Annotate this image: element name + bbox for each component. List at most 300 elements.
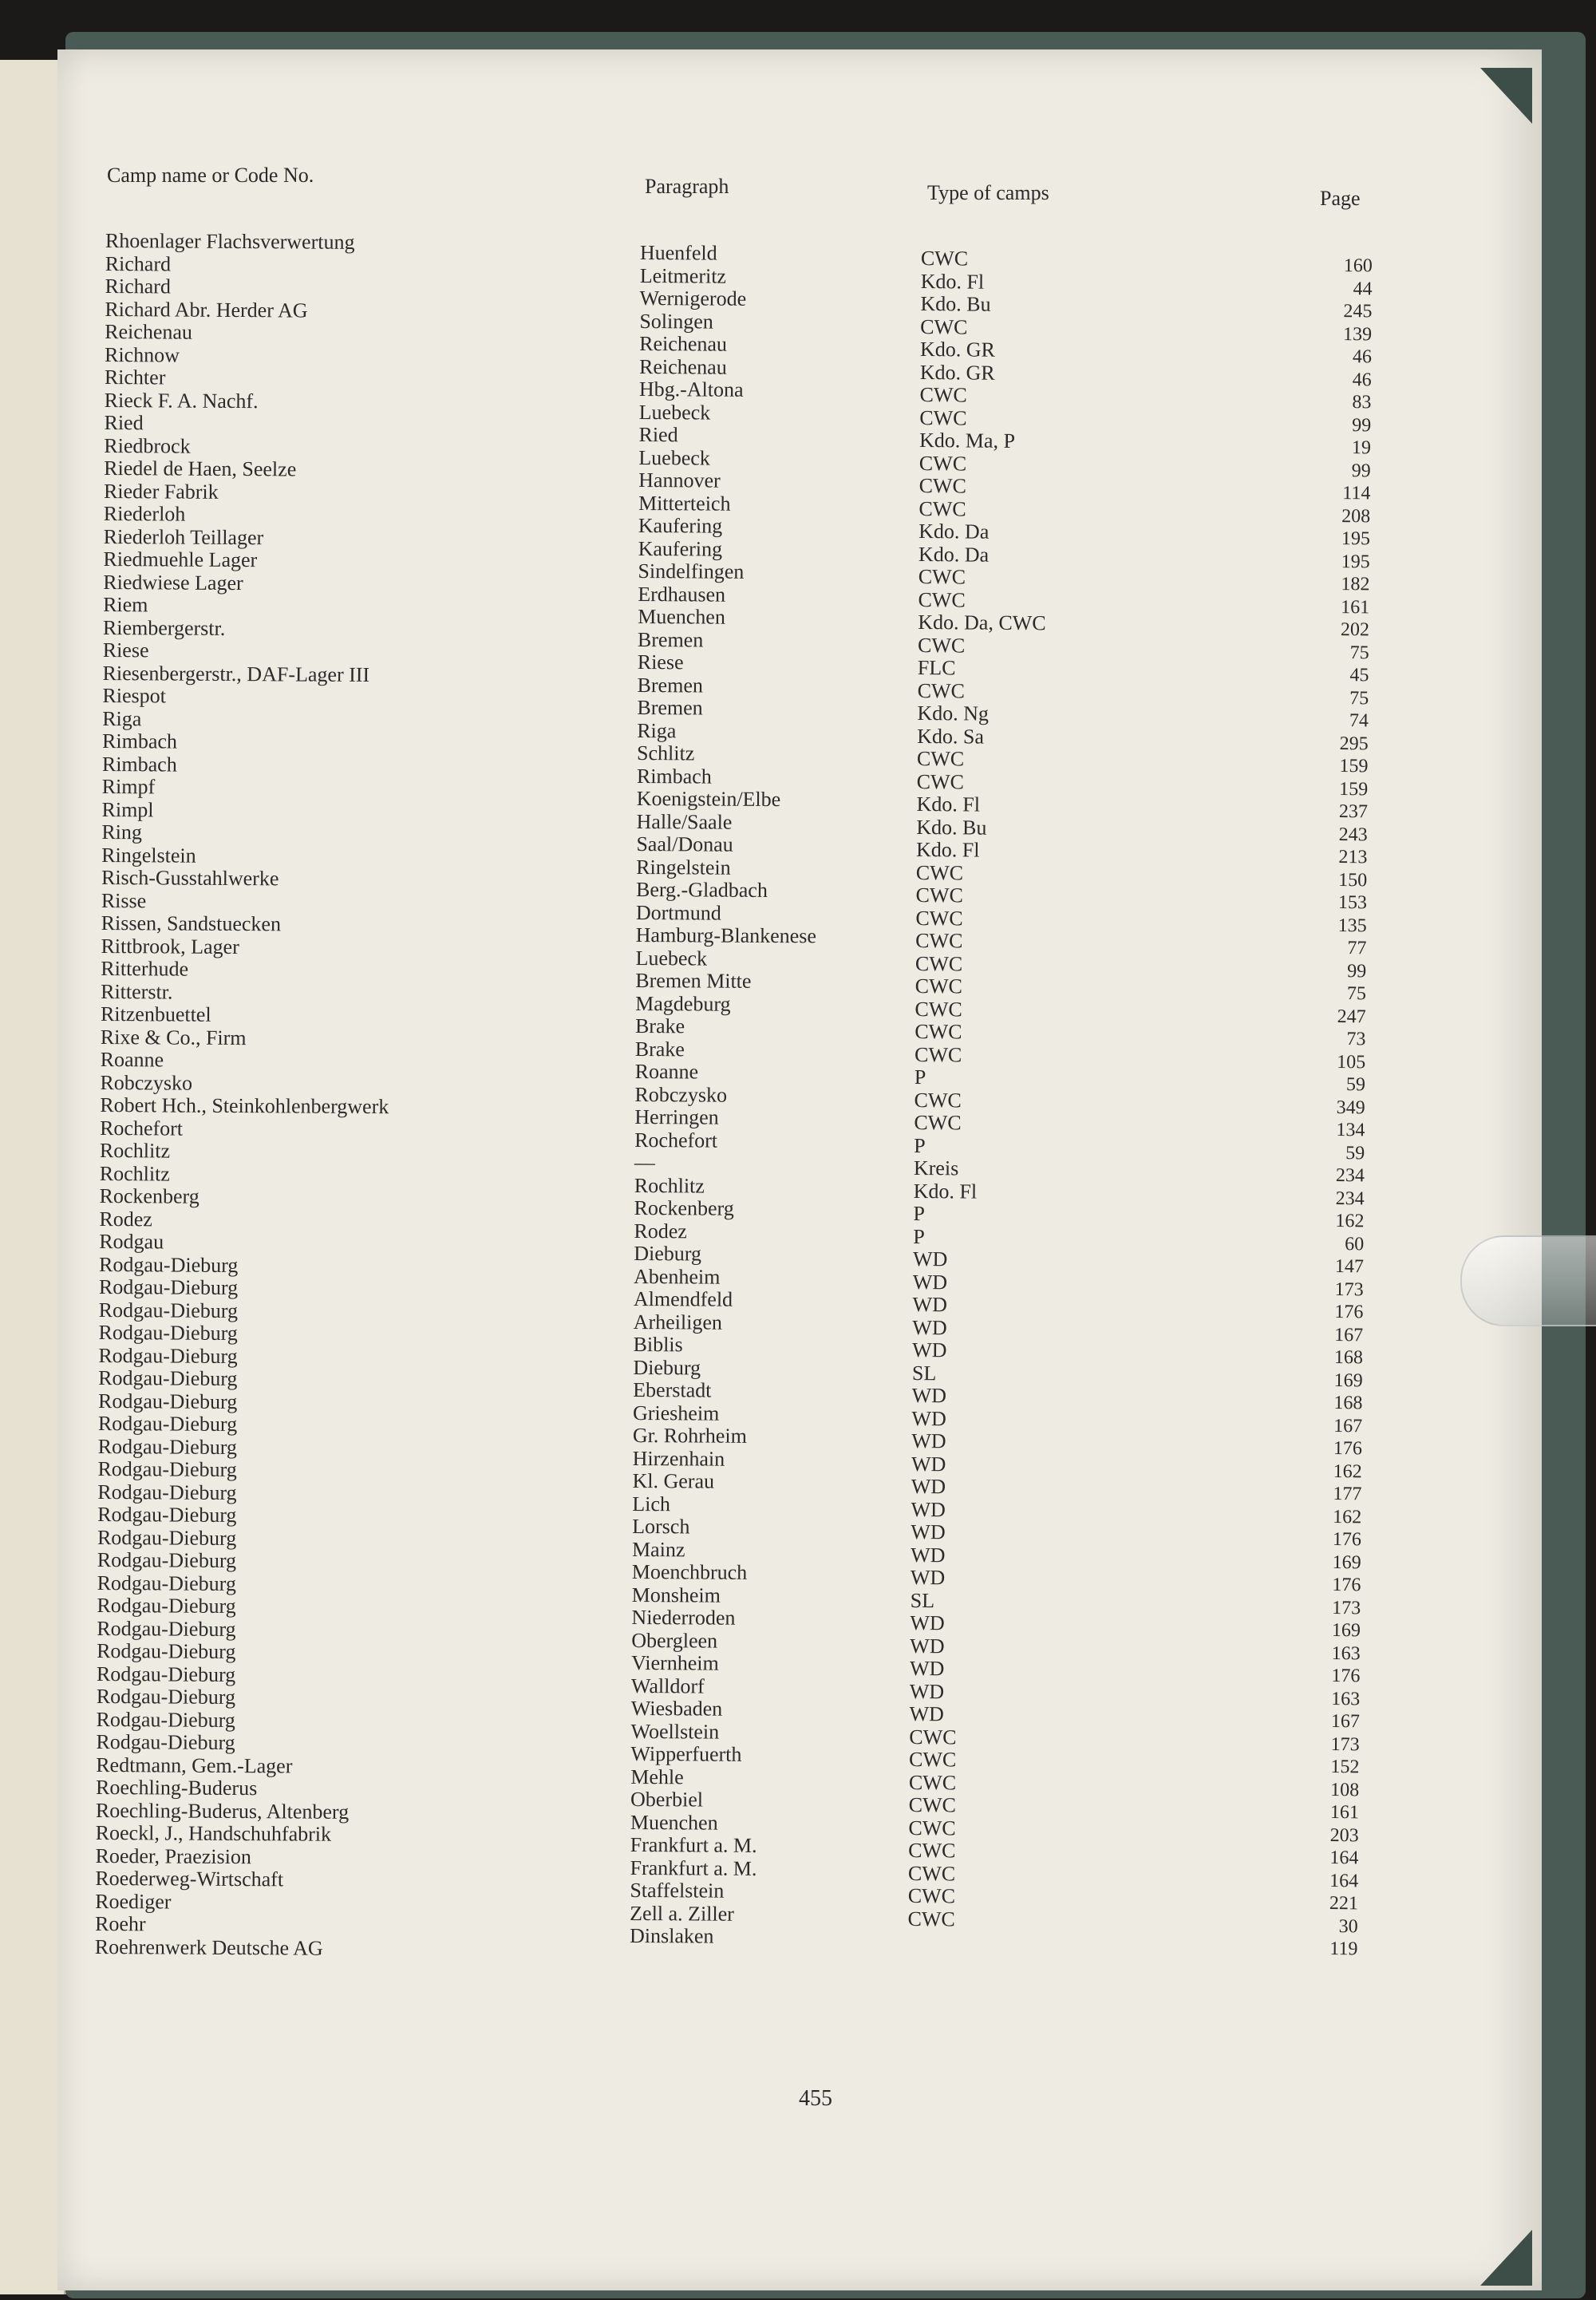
page-number: 455 bbox=[799, 2086, 832, 2111]
camp-type-cell: CWC bbox=[916, 769, 965, 793]
page-ref-cell: 176 bbox=[1334, 1302, 1364, 1323]
camp-name-cell: Roeder, Praezision bbox=[95, 1844, 251, 1868]
paragraph-cell: Bremen Mitte bbox=[635, 968, 752, 993]
page-ref-cell: 19 bbox=[1351, 437, 1371, 459]
paragraph-cell: Luebeck bbox=[638, 445, 710, 470]
header-type: Type of camps bbox=[927, 181, 1049, 204]
camp-name-cell: Riederloh bbox=[103, 501, 186, 526]
camp-name-cell: Rixe & Co., Firm bbox=[100, 1025, 247, 1049]
paragraph-cell: Ried bbox=[638, 422, 678, 447]
camp-type-cell: CWC bbox=[918, 587, 966, 611]
paragraph-cell: Rochefort bbox=[634, 1128, 718, 1152]
camp-type-cell: P bbox=[913, 1224, 925, 1248]
page-ref-cell: 45 bbox=[1349, 665, 1369, 686]
paragraph-cell: Frankfurt a. M. bbox=[630, 1855, 757, 1880]
camp-type-cell: CWC bbox=[918, 473, 967, 498]
camp-name-cell: Ried bbox=[104, 410, 144, 435]
camp-type-cell: WD bbox=[909, 1656, 945, 1681]
camp-type-cell: WD bbox=[912, 1338, 947, 1362]
paragraph-cell: Saal/Donau bbox=[636, 832, 733, 856]
page-ref-cell: 176 bbox=[1331, 1666, 1361, 1687]
camp-type-cell: CWC bbox=[915, 974, 963, 998]
camp-name-cell: Riespot bbox=[102, 683, 166, 708]
page-ref-cell: 234 bbox=[1335, 1188, 1365, 1209]
page-ref-cell: 234 bbox=[1335, 1165, 1365, 1187]
camp-type-cell: WD bbox=[909, 1679, 945, 1703]
camp-type-cell: WD bbox=[912, 1270, 948, 1294]
page-ref-cell: 176 bbox=[1333, 1438, 1363, 1460]
camp-type-cell: CWC bbox=[915, 997, 962, 1021]
paragraph-cell: Staffelstein bbox=[630, 1878, 725, 1903]
camp-name-cell: Robert Hch., Steinkohlenbergwerk bbox=[100, 1093, 389, 1119]
page-ref-cell: 99 bbox=[1352, 414, 1372, 436]
paragraph-cell: Mehle bbox=[630, 1765, 684, 1788]
page-ref-cell: 77 bbox=[1347, 938, 1367, 959]
cover-corner-bottom bbox=[1480, 2230, 1532, 2286]
page-ref-cell: 176 bbox=[1332, 1529, 1362, 1551]
paragraph-cell: Riese bbox=[637, 650, 684, 674]
page-ref-cell: 46 bbox=[1352, 369, 1372, 390]
camp-type-cell: P bbox=[914, 1065, 926, 1089]
camp-name-cell: Riedwiese Lager bbox=[103, 570, 243, 595]
page-ref-cell: 161 bbox=[1341, 596, 1370, 618]
camp-type-cell: SL bbox=[910, 1588, 935, 1612]
camp-type-cell: Kdo. Bu bbox=[920, 291, 991, 316]
camp-name-cell: Rodgau bbox=[99, 1229, 164, 1254]
paragraph-cell: Hannover bbox=[638, 468, 721, 492]
camp-name-cell: Roediger bbox=[95, 1889, 172, 1914]
paragraph-cell: Griesheim bbox=[632, 1401, 720, 1425]
camp-name-cell: Rodgau-Dieburg bbox=[98, 1274, 239, 1300]
paragraph-cell: Monsheim bbox=[631, 1583, 721, 1607]
camp-name-cell: Roanne bbox=[100, 1047, 164, 1072]
page-ref-cell: 160 bbox=[1343, 255, 1373, 277]
camp-type-cell: WD bbox=[911, 1452, 946, 1476]
camp-name-cell: Rodez bbox=[99, 1207, 152, 1231]
camp-name-cell: Risch-Gusstahlwerke bbox=[101, 865, 279, 891]
paragraph-cell: Eberstadt bbox=[633, 1377, 712, 1402]
camp-type-cell: CWC bbox=[908, 1816, 956, 1840]
paragraph-cell: Sindelfingen bbox=[638, 559, 745, 583]
camp-type-cell: WD bbox=[911, 1383, 947, 1408]
camp-name-cell: Roehr bbox=[94, 1911, 146, 1936]
camp-name-cell: Rodgau-Dieburg bbox=[97, 1525, 237, 1550]
camp-type-cell: Kreis bbox=[913, 1156, 959, 1180]
camp-type-cell: CWC bbox=[909, 1725, 957, 1749]
camp-name-cell: Ring bbox=[101, 820, 143, 844]
camp-type-cell: Kdo. GR bbox=[919, 360, 995, 385]
paragraph-cell: Dieburg bbox=[633, 1355, 701, 1379]
paragraph-cell: Lorsch bbox=[632, 1514, 690, 1539]
camp-name-cell: Rimbach bbox=[101, 752, 177, 777]
page-ref-cell: 177 bbox=[1333, 1484, 1362, 1505]
camp-type-cell: CWC bbox=[914, 1088, 962, 1112]
camp-type-cell: P bbox=[914, 1133, 926, 1157]
camp-name-cell: Rodgau-Dieburg bbox=[97, 1638, 236, 1664]
paragraph-cell: Hamburg-Blankenese bbox=[635, 923, 817, 948]
camp-type-cell: FLC bbox=[917, 655, 956, 680]
page-ref-cell: 208 bbox=[1341, 505, 1371, 527]
camp-name-cell: Roederweg-Wirtschaft bbox=[95, 1866, 284, 1891]
camp-name-cell: Rodgau-Dieburg bbox=[97, 1593, 236, 1618]
page-ref-cell: 349 bbox=[1336, 1097, 1365, 1118]
paragraph-cell: Schlitz bbox=[636, 741, 695, 765]
page-ref-cell: 163 bbox=[1331, 1688, 1361, 1709]
paragraph-cell: Luebeck bbox=[638, 400, 711, 425]
page-ref-cell: 159 bbox=[1339, 756, 1369, 777]
camp-name-cell: Rittbrook, Lager bbox=[101, 934, 239, 958]
page-ref-cell: 247 bbox=[1337, 1006, 1366, 1027]
camp-name-cell: Rimbach bbox=[101, 729, 178, 753]
camp-name-cell: Rodgau-Dieburg bbox=[96, 1662, 236, 1686]
page-ref-cell: 202 bbox=[1340, 619, 1370, 641]
camp-name-cell: Riga bbox=[102, 706, 142, 730]
page-ref-cell: 195 bbox=[1341, 528, 1371, 550]
page-ref-cell: 134 bbox=[1336, 1120, 1365, 1141]
camp-name-cell: Rodgau-Dieburg bbox=[98, 1252, 239, 1277]
page-ref-cell: 295 bbox=[1339, 733, 1369, 754]
camp-type-cell: SL bbox=[911, 1361, 937, 1385]
paragraph-cell: Herringen bbox=[634, 1105, 719, 1129]
camp-type-cell: Kdo. GR bbox=[919, 337, 996, 362]
camp-name-cell: Riedel de Haen, Seelze bbox=[104, 456, 297, 481]
page-ref-cell: 159 bbox=[1339, 778, 1369, 800]
camp-type-cell: Kdo. Da bbox=[918, 542, 990, 567]
paragraph-cell: Dinslaken bbox=[629, 1923, 714, 1948]
facing-page-edge bbox=[0, 60, 66, 2294]
camp-name-cell: Rodgau-Dieburg bbox=[96, 1729, 235, 1755]
camp-type-cell: Kdo. Fl bbox=[920, 269, 985, 294]
page-ref-cell: 153 bbox=[1337, 892, 1368, 914]
page-ref-cell: 83 bbox=[1352, 392, 1372, 413]
camp-type-cell: WD bbox=[912, 1247, 948, 1271]
camp-name-cell: Riembergerstr. bbox=[102, 615, 226, 640]
camp-type-cell: WD bbox=[909, 1701, 945, 1726]
camp-name-cell: Rissen, Sandstuecken bbox=[101, 911, 282, 936]
page-ref-cell: 162 bbox=[1335, 1211, 1365, 1232]
camp-type-cell: WD bbox=[911, 1406, 946, 1430]
paragraph-cell: Muenchen bbox=[630, 1810, 718, 1835]
paragraph-column bbox=[630, 242, 820, 1949]
page-ref-cell: 99 bbox=[1347, 960, 1367, 982]
camp-name-cell: Roeckl, J., Handschuhfabrik bbox=[95, 1820, 332, 1846]
camp-name-cell: Rodgau-Dieburg bbox=[97, 1434, 238, 1459]
camp-type-cell: WD bbox=[911, 1543, 946, 1567]
page-ref-cell: 114 bbox=[1342, 483, 1371, 504]
paragraph-cell: Reichenau bbox=[639, 331, 728, 356]
camp-name-cell: Rodgau-Dieburg bbox=[96, 1684, 236, 1709]
camp-type-cell: CWC bbox=[909, 1747, 957, 1772]
camp-name-cell: Rodgau-Dieburg bbox=[98, 1343, 238, 1368]
page-ref-cell: 135 bbox=[1337, 915, 1367, 936]
paragraph-cell: Ringelstein bbox=[636, 855, 731, 879]
camp-type-cell: CWC bbox=[915, 951, 963, 975]
camp-name-cell: Roehrenwerk Deutsche AG bbox=[94, 1934, 323, 1960]
paragraph-cell: Muenchen bbox=[638, 604, 725, 629]
camp-type-cell: Kdo. Fl bbox=[916, 792, 981, 816]
camp-type-cell: CWC bbox=[920, 314, 968, 338]
camp-name-cell: Riem bbox=[103, 592, 148, 617]
camp-name-cell: Rieck F. A. Nachf. bbox=[104, 388, 259, 413]
page-ref-cell: 169 bbox=[1331, 1620, 1361, 1642]
camp-type-cell: WD bbox=[911, 1497, 946, 1521]
page-ref-cell: 164 bbox=[1329, 1870, 1359, 1891]
camp-type-cell: CWC bbox=[915, 906, 963, 930]
camp-name-cell: Ritzenbuettel bbox=[100, 1002, 211, 1026]
paragraph-cell: Rimbach bbox=[636, 764, 712, 788]
page-ref-cell: 75 bbox=[1349, 687, 1369, 709]
camp-name-cell: Rodgau-Dieburg bbox=[97, 1616, 236, 1641]
camp-name-cell: Rimpf bbox=[101, 774, 156, 799]
page-ref-cell: 162 bbox=[1333, 1460, 1362, 1482]
page-ref-cell: 108 bbox=[1330, 1779, 1360, 1800]
camp-type-cell: WD bbox=[912, 1315, 947, 1339]
camp-name-cell: Rodgau-Dieburg bbox=[98, 1320, 238, 1346]
camp-name-cell: Rochefort bbox=[100, 1116, 184, 1140]
paragraph-cell: Bremen bbox=[637, 627, 704, 651]
camp-type-cell: Kdo. Sa bbox=[917, 724, 985, 749]
camp-type-cell: CWC bbox=[907, 1861, 956, 1885]
paragraph-cell: Bremen bbox=[637, 673, 704, 697]
camp-name-cell: Rockenberg bbox=[99, 1184, 200, 1208]
camp-name-cell: Rhoenlager Flachsverwertung bbox=[105, 229, 355, 254]
camp-type-cell: CWC bbox=[914, 1042, 962, 1066]
page-ref-cell: 173 bbox=[1330, 1733, 1360, 1755]
camp-name-cell: Rodgau-Dieburg bbox=[97, 1502, 237, 1527]
camp-type-cell: CWC bbox=[915, 928, 963, 953]
paragraph-cell: Robczysko bbox=[634, 1082, 728, 1107]
camp-name-cell: Richard bbox=[105, 274, 171, 298]
page-ref-cell: 99 bbox=[1351, 460, 1371, 481]
camp-name-cell: Rodgau-Dieburg bbox=[97, 1411, 238, 1437]
paragraph-cell: Abenheim bbox=[633, 1264, 721, 1289]
paragraph-cell: Roanne bbox=[634, 1059, 699, 1084]
camp-type-cell: WD bbox=[911, 1429, 946, 1453]
paragraph-cell: Frankfurt a. M. bbox=[630, 1832, 757, 1857]
paragraph-cell: Gr. Rohrheim bbox=[632, 1423, 747, 1448]
page-ref-cell: 75 bbox=[1346, 983, 1367, 1005]
camp-name-cell: Richard bbox=[105, 251, 172, 276]
camp-name-cell: Rochlitz bbox=[99, 1138, 171, 1163]
camp-type-cell: Kdo. Ma, P bbox=[918, 428, 1016, 452]
paragraph-cell: Wiesbaden bbox=[630, 1696, 723, 1721]
camp-type-cell: CWC bbox=[918, 451, 967, 475]
page-ref-cell: 213 bbox=[1338, 847, 1368, 868]
camp-name-cell: Rodgau-Dieburg bbox=[97, 1480, 237, 1504]
page-ref-cell: 195 bbox=[1341, 551, 1370, 572]
paragraph-cell: Viernheim bbox=[631, 1650, 719, 1675]
page-ref-cell: 161 bbox=[1329, 1802, 1360, 1824]
page-ref-cell: 75 bbox=[1349, 642, 1369, 663]
page-ref-cell: 74 bbox=[1349, 710, 1369, 732]
header-camp-name: Camp name or Code No. bbox=[107, 164, 314, 187]
camp-name-cell: Ritterstr. bbox=[101, 979, 173, 1004]
paragraph-cell: Luebeck bbox=[635, 946, 708, 970]
camp-type-cell: P bbox=[913, 1201, 926, 1226]
camp-name-cell: Rochlitz bbox=[99, 1161, 170, 1186]
page-ref-cell: 245 bbox=[1343, 301, 1373, 322]
camp-type-cell: WD bbox=[910, 1565, 946, 1590]
paragraph-cell: Niederroden bbox=[631, 1605, 736, 1630]
camp-type-cell: CWC bbox=[908, 1770, 957, 1794]
camp-name-cell: Rodgau-Dieburg bbox=[97, 1456, 237, 1482]
camp-name-cell: Roechling-Buderus bbox=[95, 1775, 258, 1800]
camp-type-cell: Kdo. Bu bbox=[916, 815, 987, 840]
page-ref-cell: 119 bbox=[1329, 1938, 1358, 1960]
paragraph-cell: Wernigerode bbox=[639, 286, 747, 310]
paragraph-cell: Walldorf bbox=[630, 1674, 705, 1698]
camp-name-cell: Ritterhude bbox=[101, 956, 189, 981]
page-ref-cell: 59 bbox=[1345, 1074, 1366, 1096]
page-ref-cell: 169 bbox=[1333, 1369, 1363, 1391]
paragraph-cell: Woellstein bbox=[630, 1719, 720, 1744]
camp-name-cell: Riederloh Teillager bbox=[103, 524, 264, 549]
camp-name-cell: Rodgau-Dieburg bbox=[97, 1571, 237, 1595]
camp-type-cell: CWC bbox=[919, 405, 967, 429]
page-ref-cell: 173 bbox=[1332, 1597, 1361, 1618]
camp-name-cell: Rodgau-Dieburg bbox=[98, 1298, 239, 1322]
paragraph-cell: — bbox=[634, 1150, 656, 1175]
page-ref-cell: 169 bbox=[1332, 1551, 1361, 1573]
paragraph-cell: Kl. Gerau bbox=[632, 1468, 715, 1493]
page-ref-cell: 73 bbox=[1346, 1029, 1366, 1050]
camp-name-cell: Risse bbox=[101, 888, 147, 912]
paragraph-cell: Bremen bbox=[637, 695, 703, 720]
page-ref-cell: 167 bbox=[1330, 1711, 1361, 1733]
camp-type-cell: WD bbox=[911, 1474, 946, 1499]
paragraph-cell: Rockenberg bbox=[634, 1195, 734, 1220]
camp-type-cell: CWC bbox=[917, 633, 966, 657]
paragraph-cell: Berg.-Gladbach bbox=[635, 877, 768, 902]
paragraph-cell: Almendfeld bbox=[633, 1286, 733, 1311]
camp-type-cell: CWC bbox=[915, 860, 964, 884]
camp-type-cell: CWC bbox=[920, 247, 969, 271]
page-ref-cell: 182 bbox=[1341, 574, 1370, 595]
camp-type-cell: CWC bbox=[907, 1907, 955, 1930]
header-paragraph: Paragraph bbox=[645, 175, 729, 198]
paragraph-cell: Brake bbox=[634, 1037, 685, 1061]
camp-name-cell: Riesenbergerstr., DAF-Lager III bbox=[102, 661, 370, 686]
paragraph-cell: Brake bbox=[634, 1014, 685, 1038]
header-page: Page bbox=[1320, 187, 1361, 210]
page-ref-cell: 163 bbox=[1331, 1642, 1361, 1664]
camp-type-cell: Kdo. Da, CWC bbox=[918, 610, 1046, 635]
paragraph-cell: Magdeburg bbox=[635, 991, 731, 1016]
camp-name-cell: Richter bbox=[104, 365, 166, 389]
type-column bbox=[907, 247, 1049, 1931]
paragraph-cell: Hirzenhain bbox=[632, 1446, 725, 1471]
camp-name-cell: Riedbrock bbox=[104, 433, 191, 458]
page-ref-cell: 221 bbox=[1329, 1893, 1359, 1915]
page-clip bbox=[1460, 1235, 1596, 1326]
paragraph-cell: Mainz bbox=[631, 1537, 685, 1561]
camp-type-cell: Kdo. Da bbox=[918, 519, 990, 543]
page-ref-cell: 237 bbox=[1338, 801, 1369, 823]
camp-name-cell: Rimpl bbox=[101, 797, 154, 821]
page-ref-cell: 167 bbox=[1333, 1415, 1363, 1437]
page-ref-cell: 162 bbox=[1333, 1506, 1362, 1527]
paragraph-cell: Obergleen bbox=[631, 1628, 718, 1653]
paragraph-cell: Leitmeritz bbox=[639, 263, 727, 288]
page-ref-cell: 139 bbox=[1343, 323, 1373, 345]
camp-type-cell: CWC bbox=[916, 746, 965, 771]
paragraph-cell: Solingen bbox=[639, 309, 713, 334]
page-ref-cell: 105 bbox=[1337, 1051, 1366, 1073]
paragraph-cell: Koenigstein/Elbe bbox=[636, 786, 781, 812]
camp-type-cell: WD bbox=[910, 1634, 945, 1658]
camp-type-cell: CWC bbox=[915, 883, 963, 907]
paragraph-cell: Arheiligen bbox=[633, 1310, 723, 1334]
paragraph-cell: Oberbiel bbox=[630, 1787, 704, 1812]
camp-type-cell: CWC bbox=[907, 1883, 956, 1908]
paragraph-cell: Riga bbox=[637, 718, 677, 742]
camp-name-cell: Rodgau-Dieburg bbox=[97, 1547, 237, 1573]
paragraph-cell: Dortmund bbox=[635, 900, 721, 925]
camp-type-cell: CWC bbox=[919, 382, 967, 407]
paragraph-cell: Moenchbruch bbox=[631, 1559, 748, 1584]
paragraph-cell: Hbg.-Altona bbox=[638, 377, 744, 401]
paragraph-cell: Kaufering bbox=[638, 536, 723, 561]
camp-name-cell: Richard Abr. Herder AG bbox=[105, 297, 308, 322]
page-ref-cell: 30 bbox=[1338, 1915, 1358, 1937]
page-ref-cell: 173 bbox=[1334, 1278, 1364, 1300]
camp-name-cell: Ringelstein bbox=[101, 843, 196, 867]
camp-type-cell: CWC bbox=[915, 1019, 962, 1044]
page-column bbox=[1230, 254, 1373, 1961]
page-ref-cell: 44 bbox=[1353, 278, 1373, 299]
camp-name-cell: Rodgau-Dieburg bbox=[97, 1389, 238, 1413]
camp-name-cell: Rieder Fabrik bbox=[103, 479, 219, 504]
camp-type-cell: CWC bbox=[908, 1838, 956, 1863]
page-ref-cell: 168 bbox=[1333, 1393, 1363, 1414]
camp-type-cell: Kdo. Fl bbox=[913, 1179, 978, 1203]
camp-type-cell: WD bbox=[910, 1610, 945, 1635]
page-ref-cell: 152 bbox=[1330, 1757, 1360, 1778]
paragraph-cell: Biblis bbox=[633, 1332, 683, 1357]
camp-type-cell: Kdo. Fl bbox=[915, 837, 980, 862]
paragraph-cell: Wipperfuerth bbox=[630, 1741, 742, 1766]
camp-name-cell: Rodgau-Dieburg bbox=[98, 1365, 238, 1391]
camp-type-cell: WD bbox=[911, 1520, 946, 1544]
page-ref-cell: 176 bbox=[1332, 1575, 1361, 1596]
page-ref-cell: 147 bbox=[1334, 1256, 1365, 1278]
page-ref-cell: 46 bbox=[1352, 346, 1372, 368]
page-ref-cell: 203 bbox=[1329, 1824, 1359, 1846]
camp-name-cell: Richnow bbox=[104, 342, 180, 367]
cover-corner-top bbox=[1480, 68, 1532, 124]
paragraph-cell: Dieburg bbox=[634, 1241, 702, 1266]
camp-name-cell: Redtmann, Gem.-Lager bbox=[96, 1753, 293, 1777]
paragraph-cell: Rodez bbox=[634, 1219, 687, 1243]
camp-type-cell: CWC bbox=[918, 496, 966, 520]
paragraph-cell: Erdhausen bbox=[638, 582, 726, 607]
paragraph-cell: Halle/Saale bbox=[636, 809, 733, 834]
paragraph-cell: Reichenau bbox=[638, 354, 727, 379]
paragraph-cell: Lich bbox=[632, 1492, 671, 1516]
camp-type-cell: CWC bbox=[914, 1110, 962, 1135]
camp-name-cell: Robczysko bbox=[100, 1070, 193, 1095]
paragraph-cell: Mitterteich bbox=[638, 491, 731, 516]
paragraph-cell: Rochlitz bbox=[634, 1173, 705, 1198]
page-ref-cell: 168 bbox=[1333, 1347, 1364, 1369]
page-ref-cell: 167 bbox=[1334, 1324, 1364, 1346]
camp-type-cell: CWC bbox=[917, 678, 965, 702]
camp-name-cell: Riese bbox=[102, 638, 149, 662]
camp-name-column bbox=[95, 230, 394, 1960]
paragraph-cell: Huenfeld bbox=[639, 241, 717, 265]
camp-name-cell: Roechling-Buderus, Altenberg bbox=[95, 1798, 350, 1824]
camp-name-cell: Rodgau-Dieburg bbox=[96, 1707, 235, 1732]
